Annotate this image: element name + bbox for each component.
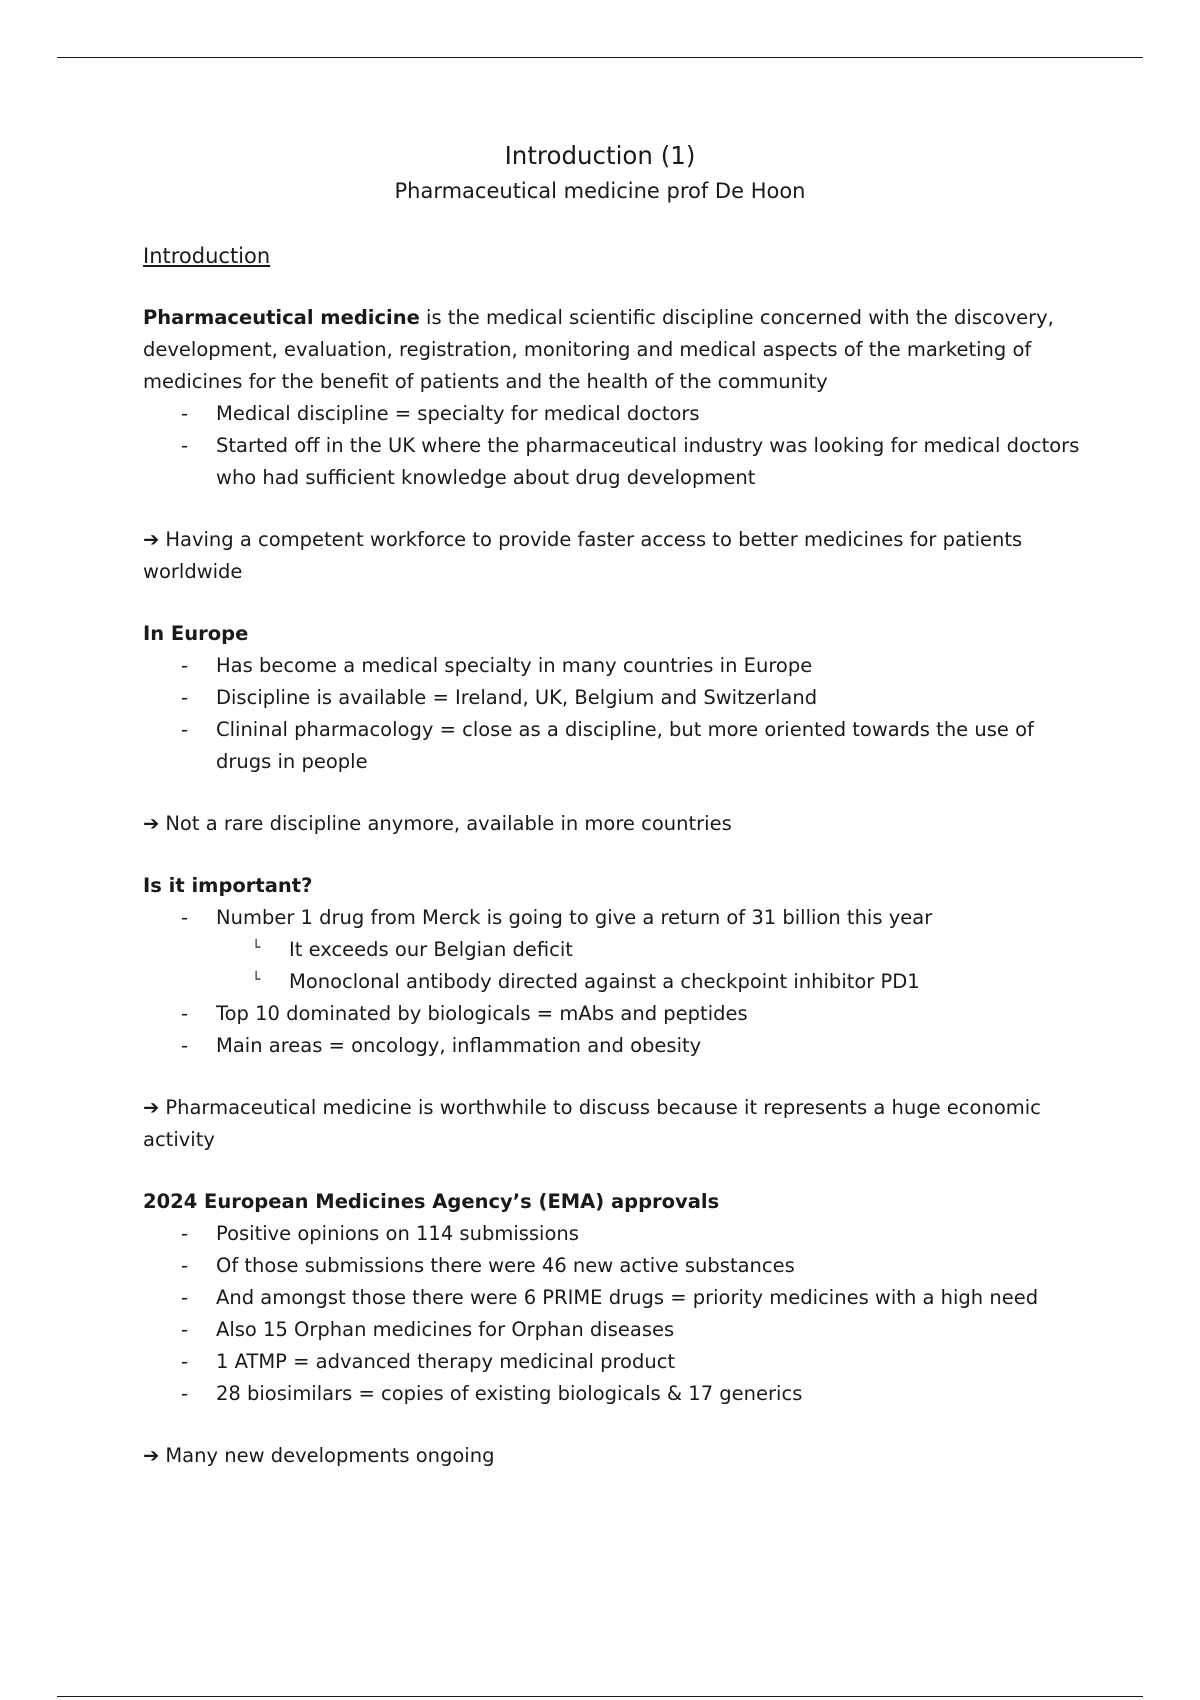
list-item: - Started off in the UK where the pharmaceutical industry was looking for medical doctors who had sufficient knowledge about drug development	[143, 430, 1083, 494]
bottom-rule	[57, 1696, 1143, 1697]
list-item: - 1 ATMP = advanced therapy medicinal product	[143, 1346, 1083, 1378]
definition-text: is the medical scientific discipline concerned with the discovery, development, evaluation, registration, monitoring and medical aspects of the marketing of medicines for the benefit of patients and the health of the community	[143, 306, 1054, 393]
definition-term: Pharmaceutical medicine	[143, 306, 420, 329]
arrow-icon: ➔	[143, 812, 160, 835]
list-item: - Top 10 dominated by biologicals = mAbs and peptides	[143, 998, 1083, 1030]
arrow-note-text: Having a competent workforce to provide faster access to better medicines for patients worldwide	[143, 528, 1023, 583]
section-heading-introduction: Introduction	[143, 244, 271, 268]
ema-list	[143, 1218, 1083, 1410]
sub-list-item-text: It exceeds our Belgian deficit	[289, 938, 573, 961]
list-item: - Of those submissions there were 46 new active substances	[143, 1250, 1083, 1282]
sub-list-item	[216, 966, 1083, 998]
list-item: - Has become a medical specialty in many countries in Europe	[143, 650, 1083, 682]
arrow-note-text: Pharmaceutical medicine is worthwhile to discuss because it represents a huge economic activity	[143, 1096, 1041, 1151]
arrow-note-text: Many new developments ongoing	[165, 1444, 495, 1467]
list-item: - Number 1 drug from Merck is going to give a return of 31 billion this year	[143, 902, 1083, 934]
corner-arrow-icon: └	[252, 940, 261, 956]
definition-paragraph	[143, 302, 1083, 398]
sub-list-item	[216, 934, 1083, 966]
heading-is-it-important: Is it important?	[143, 874, 313, 897]
important-sublist	[216, 934, 1083, 998]
page-title: Introduction (1)	[504, 141, 696, 170]
important-list-2	[143, 998, 1083, 1062]
list-item: - Main areas = oncology, inflammation and obesity	[143, 1030, 1083, 1062]
arrow-icon: ➔	[143, 528, 160, 551]
list-item: - And amongst those there were 6 PRIME drugs = priority medicines with a high need	[143, 1282, 1083, 1314]
list-item: - Also 15 Orphan medicines for Orphan diseases	[143, 1314, 1083, 1346]
sub-list-item-text: Monoclonal antibody directed against a checkpoint inhibitor PD1	[289, 970, 920, 993]
heading-in-europe: In Europe	[143, 622, 249, 645]
list-item: - Medical discipline = specialty for medical doctors	[143, 398, 1083, 430]
list-item: - Positive opinions on 114 submissions	[143, 1218, 1083, 1250]
top-rule	[57, 57, 1143, 58]
discipline-list	[143, 398, 1083, 494]
arrow-note-economic	[143, 1092, 1083, 1156]
arrow-icon: ➔	[143, 1444, 160, 1467]
list-item: - Discipline is available = Ireland, UK, Belgium and Switzerland	[143, 682, 1083, 714]
arrow-note-developments	[143, 1440, 1083, 1472]
list-item: - Clininal pharmacology = close as a discipline, but more oriented towards the use of drugs in people	[143, 714, 1083, 778]
arrow-note-text: Not a rare discipline anymore, available in more countries	[165, 812, 732, 835]
arrow-note-workforce	[143, 524, 1083, 588]
arrow-icon: ➔	[143, 1096, 160, 1119]
list-item: - 28 biosimilars = copies of existing biologicals & 17 generics	[143, 1378, 1083, 1410]
arrow-note-rare	[143, 808, 1083, 840]
heading-ema-approvals: 2024 European Medicines Agency’s (EMA) approvals	[143, 1190, 720, 1213]
corner-arrow-icon: └	[252, 972, 261, 988]
page-subtitle: Pharmaceutical medicine prof De Hoon	[394, 179, 806, 203]
document-body	[143, 138, 1083, 1472]
europe-list	[143, 650, 1083, 778]
important-list	[143, 902, 1083, 934]
